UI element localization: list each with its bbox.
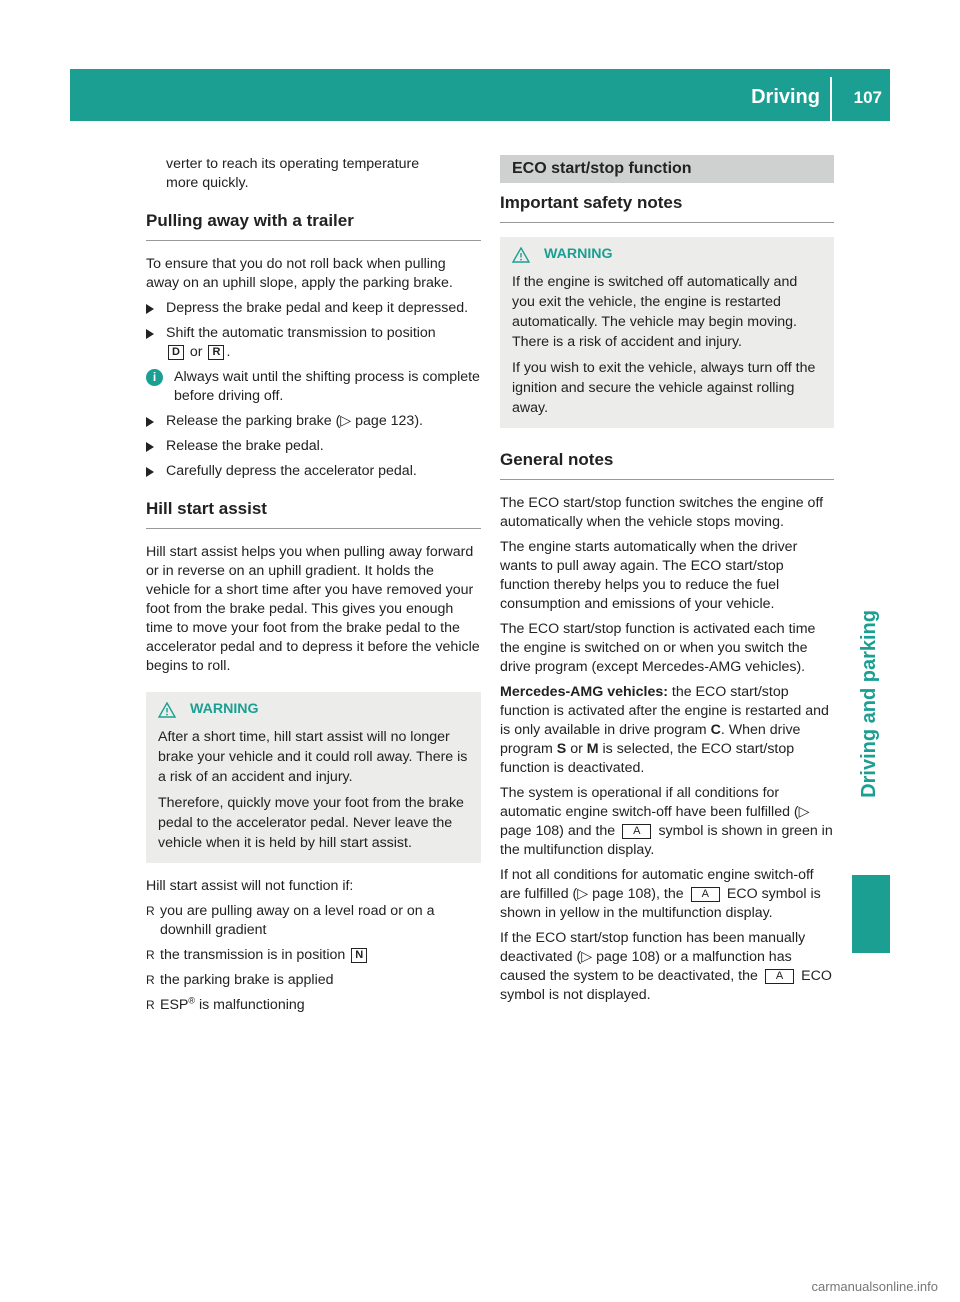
step-arrow-icon: [146, 329, 154, 339]
eco-start-stop-icon: A: [622, 824, 651, 839]
step-item: [146, 437, 481, 456]
chapter-title: Driving: [751, 86, 820, 108]
step-item: [146, 299, 481, 318]
step-text: Shift the automatic transmission to position: [166, 325, 436, 341]
bullet-item: [146, 946, 481, 965]
info-icon: i: [146, 369, 163, 386]
paragraph: [500, 784, 834, 860]
side-tab: [850, 130, 890, 850]
warning-text: After a short time, hill start assist will no longer brake your vehicle and it could roll away. There is a risk of an accident and injury.: [158, 729, 468, 785]
bullet-mark: R: [146, 998, 155, 1012]
bullet-text: the transmission is in position: [160, 947, 346, 963]
heading-general-notes: General notes: [500, 450, 834, 480]
pulling-away-text: To ensure that you do not roll back when pulling away on an uphill slope, apply the parking brake.: [146, 256, 453, 291]
warning-text: If the engine is switched off automatically and you exit the vehicle, the engine is restarted automatically. The vehicle may begin moving. There is a risk of accident and injury.: [512, 274, 798, 350]
step-item: [146, 462, 481, 481]
heading-safety-notes: Important safety notes: [500, 193, 834, 223]
step-item: [146, 324, 481, 362]
not-function-text: Hill start assist will not function if:: [146, 878, 354, 894]
side-tab-label: Driving and parking: [858, 610, 880, 798]
bullet-mark: R: [146, 948, 155, 962]
program-c: C: [710, 722, 721, 738]
amg-text: the ECO start/stop function is activated after the engine is restarted and is only available in drive program: [500, 684, 829, 738]
gear-r-symbol: R: [208, 345, 224, 360]
program-s: S: [556, 741, 567, 757]
warning-title: WARNING: [544, 246, 613, 262]
eco-start-stop-icon: A: [765, 969, 794, 984]
bullet-text: is malfunctioning: [195, 997, 305, 1013]
gear-n-symbol: N: [351, 948, 367, 963]
heading-hill-start: Hill start assist: [146, 499, 481, 529]
paragraph: The ECO start/stop function switches the engine off automatically when the vehicle stops moving.: [500, 495, 824, 530]
step-arrow-icon: [146, 442, 154, 452]
right-column: [500, 155, 834, 1011]
page-number: 107: [853, 88, 882, 107]
bullet-item: [146, 996, 481, 1015]
amg-label: Mercedes-AMG vehicles:: [500, 684, 668, 700]
warning-title: WARNING: [190, 701, 259, 717]
paragraph: [500, 866, 834, 923]
bullet-text: ESP: [160, 997, 189, 1013]
warning-header: [512, 245, 822, 264]
paragraph-amg: [500, 683, 834, 778]
registered-mark: ®: [188, 995, 196, 1006]
paragraph: The ECO start/stop function is activated each time the engine is switched on or when you switch the drive program (except Mercedes-AMG vehicles).: [500, 621, 816, 675]
hill-start-text: Hill start assist helps you when pulling away forward or in reverse on an uphill gradient. It holds the vehicle for a short time after you have removed your foot from the brake pedal. This gives you enough time to move your foot from the brake pedal to the accelerator pedal and to depress it before the vehicle begins to roll.: [146, 544, 480, 674]
paragraph-text: symbol is shown in green in the multifunction display.: [500, 823, 833, 858]
paragraph-text: If not all conditions for automatic engine switch-off are fulfilled (▷ page 108), the: [500, 867, 814, 902]
heading-pulling-away: Pulling away with a trailer: [146, 211, 481, 241]
step-text-suffix: .: [226, 344, 231, 360]
left-column: [146, 155, 481, 1021]
warning-header: [158, 700, 469, 719]
section-title-eco: ECO start/stop function: [500, 155, 834, 183]
step-text: Carefully depress the accelerator pedal.: [166, 463, 417, 479]
paragraph-text: If the ECO start/stop function has been manually deactivated (▷ page 108) or a malfunction has caused the system to be deactivated, the: [500, 930, 806, 984]
amg-text: is selected, the ECO start/stop function is deactivated.: [500, 741, 795, 776]
intro-line-1: verter to reach its operating temperature: [166, 156, 420, 172]
paragraph: [500, 929, 834, 1005]
warning-box: [500, 237, 834, 428]
step-item: [146, 412, 481, 431]
bullet-text: the parking brake is applied: [160, 972, 334, 988]
step-arrow-icon: [146, 417, 154, 427]
eco-start-stop-icon: A: [691, 887, 720, 902]
step-text: Release the parking brake (▷ page 123).: [166, 413, 423, 429]
bullet-mark: R: [146, 973, 155, 987]
step-text-or: or: [189, 344, 203, 360]
step-text: Release the brake pedal.: [166, 438, 324, 454]
step-arrow-icon: [146, 304, 154, 314]
intro-line-2: more quickly.: [166, 175, 249, 191]
step-text: Depress the brake pedal and keep it depressed.: [166, 300, 469, 316]
paragraph: The engine starts automatically when the driver wants to pull away again. The ECO start/stop function thereby helps you to reduce the fuel consumption and emissions of your vehicle.: [500, 539, 798, 612]
bullet-mark: R: [146, 904, 155, 918]
bullet-item: [146, 902, 481, 940]
side-tab-marker: [852, 875, 890, 953]
warning-box: [146, 692, 481, 863]
warning-text: If you wish to exit the vehicle, always turn off the ignition and secure the vehicle against rolling away.: [512, 360, 816, 416]
bullet-item: [146, 971, 481, 990]
paragraph-text: The system is operational if all conditions for automatic engine switch-off have been fulfilled (▷ page 108) and the: [500, 785, 810, 839]
watermark-text: carmanualsonline.info: [811, 1279, 938, 1294]
amg-text: or: [566, 741, 587, 757]
header-divider: [830, 77, 832, 121]
amg-text: . When drive program: [500, 722, 801, 757]
warning-text: Therefore, quickly move your foot from the brake pedal to the accelerator pedal. Never leave the vehicle when it is held by hill start assist.: [158, 795, 464, 851]
info-text: Always wait until the shifting process is complete before driving off.: [174, 369, 480, 404]
step-arrow-icon: [146, 467, 154, 477]
paragraph-text: ECO symbol is shown in yellow in the multifunction display.: [500, 886, 821, 921]
warning-triangle-icon: [158, 702, 176, 718]
warning-triangle-icon: [512, 247, 530, 263]
gear-d-symbol: D: [168, 345, 184, 360]
paragraph-text: ECO symbol is not displayed.: [500, 968, 832, 1003]
header-bar: [70, 69, 890, 121]
bullet-text: you are pulling away on a level road or on a downhill gradient: [160, 903, 435, 938]
program-m: M: [586, 741, 599, 757]
info-note: [146, 368, 481, 406]
